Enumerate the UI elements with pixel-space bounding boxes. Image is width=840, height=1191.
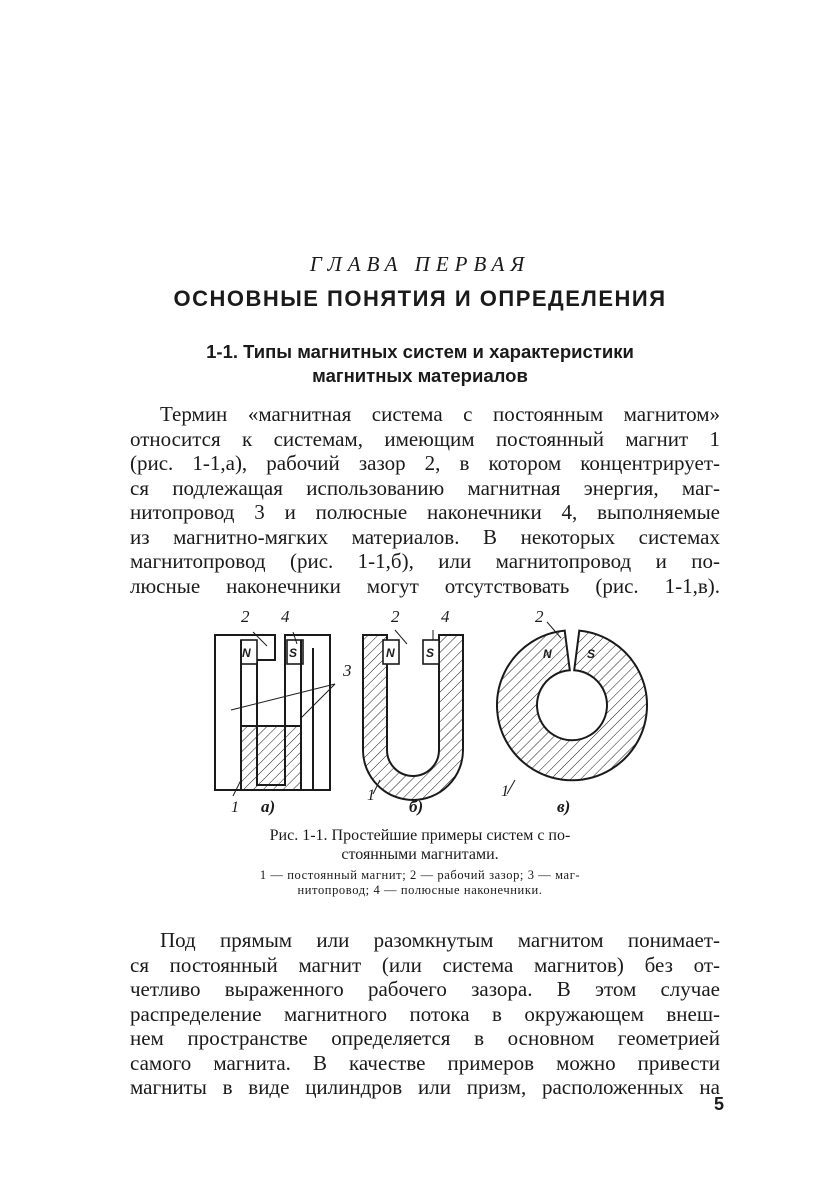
- text-line: магниты в виде цилиндров или призм, расположенных на: [130, 1075, 720, 1099]
- figure-a-magnet: [241, 726, 301, 790]
- text-line: нитопровод 3 и полюсные наконечники 4, выполняемые: [130, 500, 720, 524]
- figure-a-pole-n: N: [242, 646, 251, 660]
- text-line: распределение магнитного потока в окружающем внеш-: [130, 1001, 720, 1026]
- figure-b-pole-s: S: [426, 646, 435, 660]
- figure-a-label-core: 3: [343, 661, 352, 680]
- figure-b-label-gap: 2: [391, 607, 400, 626]
- figure-caption: [200, 826, 640, 864]
- figure-c-ring: [497, 631, 647, 781]
- text-line: нем пространстве определяется в основном геометрией: [130, 1026, 720, 1050]
- figure-c-label-magnet: 1: [501, 783, 509, 800]
- figure-legend: [200, 868, 640, 898]
- text-line: из магнитно-мягких материалов. В некоторых системах: [130, 524, 720, 549]
- caption-line: Рис. 1-1. Простейшие примеры систем с по-: [269, 827, 571, 844]
- figure-a-pole-s: S: [289, 646, 298, 660]
- figure-b-u-shape: [363, 635, 463, 800]
- figure-c-label-gap: 2: [535, 607, 544, 626]
- figure-b-label-magnet: 1: [367, 787, 375, 804]
- chapter-label: ГЛАВА ПЕРВАЯ: [309, 252, 531, 276]
- text-line: ся постоянный магнит (или система магнитов) без от-: [130, 952, 720, 977]
- figure-c-ring-magnet: [497, 607, 647, 816]
- paragraph-2: [130, 928, 720, 1100]
- figure-b-u-magnet: [363, 607, 463, 816]
- figure-a-label-pole: 4: [281, 607, 290, 626]
- figure-magnetic-systems: [205, 600, 655, 822]
- text-line: (рис. 1-1,а), рабочий зазор 2, в котором концентрирует-: [130, 451, 720, 475]
- chapter-title: ОСНОВНЫЕ ПОНЯТИЯ И ОПРЕДЕЛЕНИЯ: [173, 286, 667, 311]
- section-heading-line: 1-1. Типы магнитных систем и характеристики: [206, 341, 634, 362]
- section-heading-line: магнитных материалов: [312, 365, 528, 386]
- page-number: 5: [713, 1094, 724, 1114]
- section-heading: [100, 340, 740, 388]
- figure-a-label-gap: 2: [241, 607, 250, 626]
- text-line: четливо выраженного рабочего зазора. В этом случае: [130, 977, 720, 1001]
- figure-c-pole-s: S: [587, 647, 596, 661]
- figure-a-label-magnet: 1: [231, 799, 239, 816]
- figure-b-pole-n: N: [386, 646, 395, 660]
- figure-c-pole-n: N: [543, 647, 552, 661]
- text-line: ся подлежащая использованию магнитная энергия, маг-: [130, 475, 720, 500]
- legend-line: нитопровод; 4 — полюсные наконечники.: [297, 883, 543, 897]
- caption-line: стоянными магнитами.: [341, 846, 499, 863]
- figure-a-core-system: [215, 607, 352, 816]
- paragraph-1: [130, 402, 720, 598]
- figure-b-caption: б): [409, 797, 424, 816]
- figure-a-caption: а): [261, 797, 276, 816]
- text-line: магнитопровод (рис. 1-1,б), или магнитопровод и по-: [130, 549, 720, 573]
- text-line: Термин «магнитная система с постоянным магнитом»: [160, 402, 720, 426]
- figure-c-caption: в): [557, 797, 571, 816]
- text-line: люсные наконечники могут отсутствовать (рис. 1-1,в).: [130, 573, 720, 598]
- legend-line: 1 — постоянный магнит; 2 — рабочий зазор; 3 — маг-: [259, 868, 581, 882]
- text-line: относится к системам, имеющим постоянный магнит 1: [130, 426, 720, 451]
- text-line: Под прямым или разомкнутым магнитом понимает-: [160, 928, 720, 952]
- figure-b-label-pole: 4: [441, 607, 450, 626]
- text-line: самого магнита. В качестве примеров можно привести: [130, 1050, 720, 1075]
